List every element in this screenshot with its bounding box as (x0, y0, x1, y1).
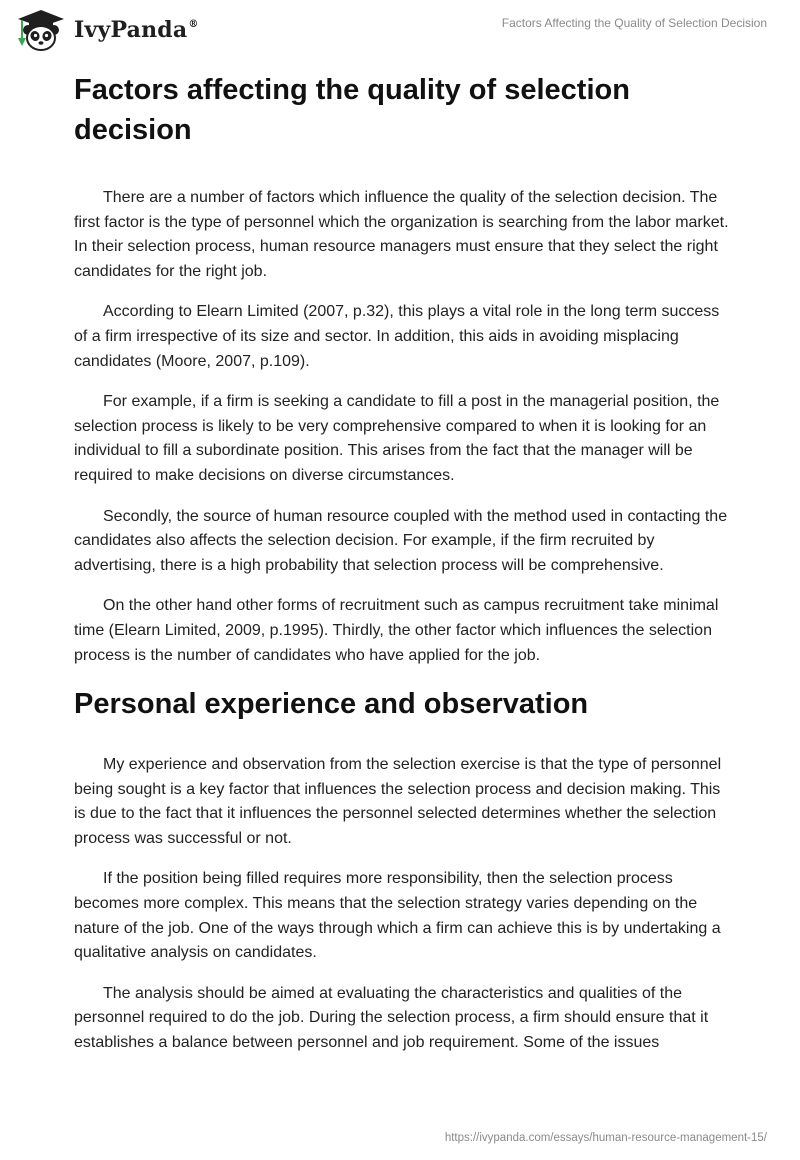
paragraph: According to Elearn Limited (2007, p.32), this plays a vital role in the long term success of a firm irrespective of its size and sector. In addition, this aids in avoiding misplacing candidates (Moore, 2007, p.109). (74, 303, 720, 370)
article-body (74, 70, 730, 1072)
paragraph: For example, if a firm is seeking a candidate to fill a post in the managerial position, the selection process is likely to be very comprehensive compared to when it is looking for an individual to fill a subordinate position. This arises from the fact that the manager will be required to make decisions on diverse circumstances. (74, 393, 720, 484)
paragraph: Secondly, the source of human resource coupled with the method used in contacting the candidates also affects the selection decision. For example, if the firm recruited by advertising, there is a high probability that selection process will be comprehensive. (74, 507, 728, 574)
section-heading-experience: Personal experience and observation (74, 688, 589, 721)
paragraph: There are a number of factors which influence the quality of the selection decision. The first factor is the type of personnel which the organization is searching from the labor market. In their selection process, human resource managers must ensure that they select the right candidates for the right job. (74, 189, 729, 280)
section-heading-factors: Factors affecting the quality of selection decision (74, 74, 630, 146)
ivypanda-logo[interactable] (14, 8, 199, 52)
panda-graduate-icon (14, 8, 68, 52)
page-header (0, 0, 800, 60)
paragraph: The analysis should be aimed at evaluating the characteristics and qualities of the personnel required to do the job. During the selection process, a firm should ensure that it establishes a balance between personnel and job requirement. Some of the issues (74, 984, 709, 1052)
paragraph: On the other hand other forms of recruitment such as campus recruitment take minimal time (Elearn Limited, 2009, p.1995). Thirdly, the other factor which influences the selection process is the number of candidates who have applied for the job. (74, 597, 719, 664)
document-title: Factors Affecting the Quality of Selection Decision (501, 16, 767, 30)
paragraph: My experience and observation from the selection exercise is that the type of personnel being sought is a key factor that influences the selection process and decision making. This is due to the fact that it influences the personnel selected determines whether the selection process was successful or not. (74, 756, 722, 847)
logo-wordmark: IvyPanda® (74, 17, 199, 43)
source-url-link[interactable]: https://ivypanda.com/essays/human-resource-management-15/ (444, 1132, 767, 1144)
paragraph: If the position being filled requires more responsibility, then the selection process becomes more complex. This means that the selection strategy varies depending on the nature of the job. One of the ways through which a firm can achieve this is by undertaking a qualitative analysis on candidates. (74, 870, 721, 962)
